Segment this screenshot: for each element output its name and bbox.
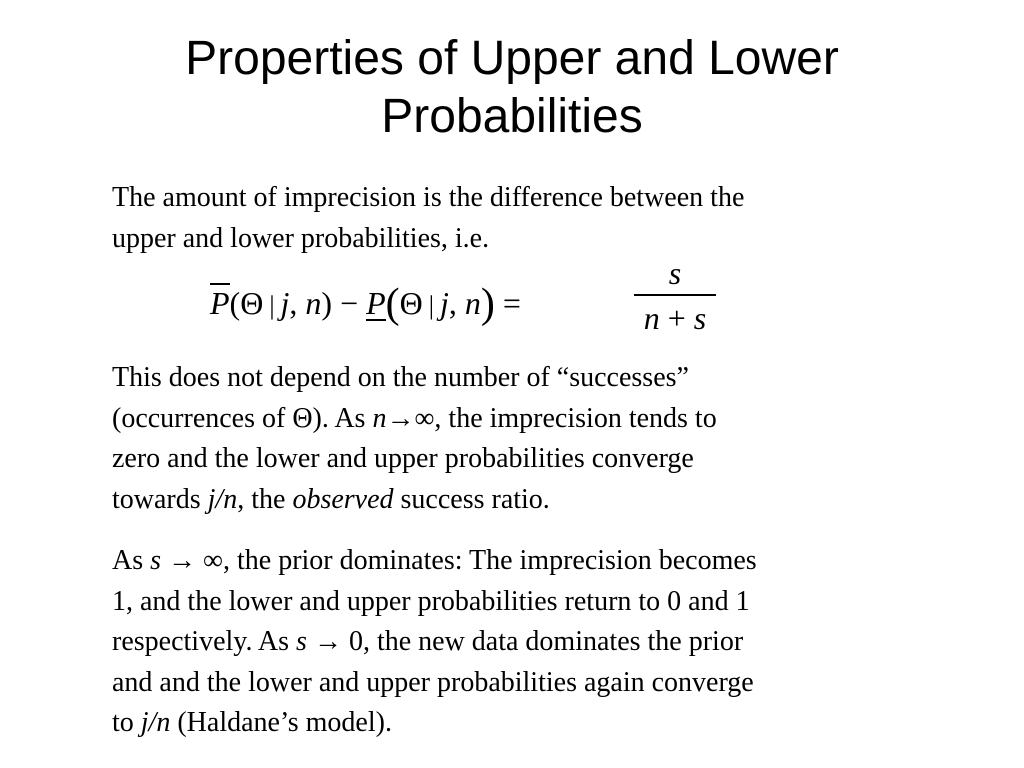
fraction-denominator: [630, 300, 720, 336]
para3-line-2: 1, and the lower and upper probabilities return to 0 and 1: [112, 585, 750, 617]
comma-2: ,: [448, 285, 457, 321]
var-n-inline: n: [372, 402, 387, 434]
slide-title-line-1: Properties of Upper and Lower: [185, 32, 839, 85]
para3-line-5: to j/n (Haldane’s model).: [112, 707, 392, 738]
comma: ,: [289, 285, 298, 321]
var-s-inline-2: s: [296, 626, 307, 657]
para2-line-1: This does not depend on the number of “successes”: [112, 362, 689, 393]
var-j-2: j: [440, 285, 449, 321]
var-j: j: [280, 285, 290, 321]
var-n: n: [305, 285, 322, 321]
ratio-jn: j/n: [207, 483, 238, 515]
intro-line-1: The amount of imprecision is the difference between the: [112, 182, 745, 213]
para2-line-3: zero and the lower and upper probabilities converge: [112, 443, 694, 474]
plus-sign: +: [667, 300, 686, 336]
var-s-inline: s: [150, 545, 162, 576]
conditional-bar-2: |: [428, 291, 434, 320]
var-n-2: n: [464, 285, 481, 321]
para3-line-4: and and the lower and upper probabilities again converge: [112, 666, 754, 698]
slide-title-line-2: Probabilities: [381, 90, 643, 143]
slide-title: [0, 30, 1024, 146]
fraction-bar: [634, 294, 716, 296]
intro-paragraph: [112, 178, 912, 259]
para2-line-2: (occurrences of Θ). As n→∞, the imprecision tends to: [112, 402, 717, 434]
minus-sign: −: [340, 285, 359, 321]
lower-probability-symbol: P: [366, 285, 386, 321]
denominator-s: s: [693, 300, 707, 336]
para3-line-3: respectively. As s → 0, the new data dominates the prior: [112, 626, 744, 657]
observed-emphasis: observed: [292, 483, 394, 515]
denominator-n: n: [643, 300, 660, 336]
equals-sign: =: [502, 285, 521, 321]
convergence-paragraph: [112, 358, 912, 520]
conditional-bar: |: [269, 291, 275, 320]
theta-symbol-2: Θ: [399, 285, 423, 321]
imprecision-formula: [210, 256, 730, 348]
para2-line-4: towards j/n, the observed success ratio.: [112, 483, 550, 515]
fraction: [630, 256, 720, 336]
ratio-jn-2: j/n: [140, 707, 171, 738]
prior-paragraph: [112, 541, 912, 744]
formula-lhs: P(Θ | j, n) − P(Θ | j, n) =: [210, 281, 521, 327]
fraction-numerator: s: [668, 255, 682, 291]
theta-symbol: Θ: [240, 285, 264, 321]
para3-line-1: As s → ∞, the prior dominates: The imprecision becomes: [112, 545, 757, 576]
intro-line-2: upper and lower probabilities, i.e.: [112, 222, 490, 254]
upper-probability-symbol: P: [210, 285, 230, 321]
